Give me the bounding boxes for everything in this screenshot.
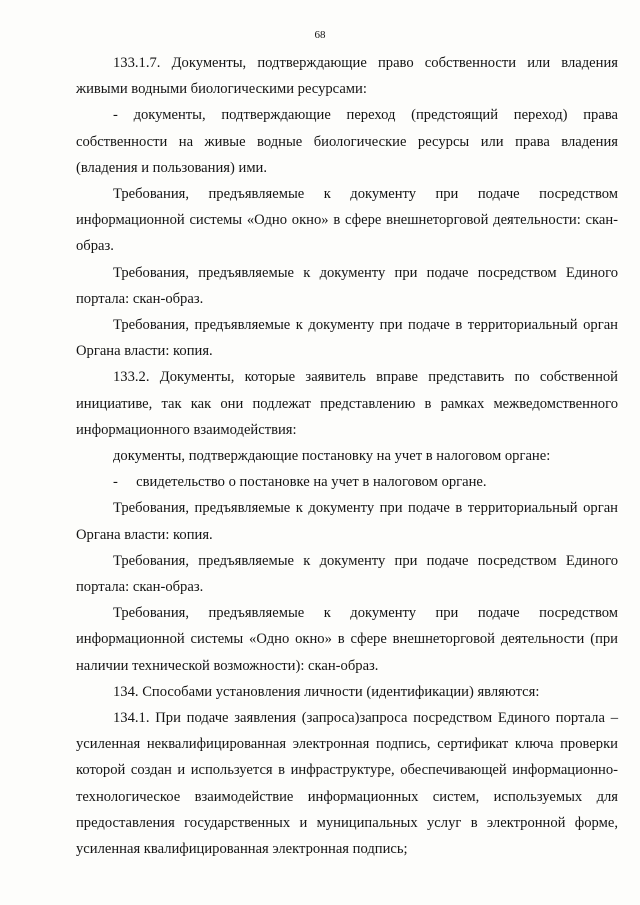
paragraph-134: 134. Способами установления личности (идентификации) являются: bbox=[113, 683, 540, 700]
paragraph-requirements-territorial-body: Требования, предъявляемые к документу при подаче в территориальный орган Органа власти: копия. bbox=[76, 317, 618, 360]
paragraph-133-2: 133.2. Документы, которые заявитель вправе представить по собственной инициативе, так как они подлежат представлению в рамках межведомственного информационного взаимодействия: bbox=[76, 369, 618, 438]
paragraph-134-1: 134.1. При подаче заявления (запроса)запроса посредством Единого портала – усиленная неквалифицированная электронная подпись, сертификат ключа проверки которой создан и используется в инфраструктуре, обеспечивающей информационно-технологическое взаимодействие информационных систем, используемых для предоставления государственных и муниципальных услуг в электронной форме, усиленная квалифицированная электронная подпись; bbox=[76, 710, 618, 858]
paragraph-requirements-one-window: Требования, предъявляемые к документу при подаче посредством информационной системы «Одно окно» в сфере внешнеторговой деятельности: скан-образ. bbox=[76, 186, 618, 255]
paragraph-transfer-documents: - документы, подтверждающие переход (предстоящий переход) права собственности на живые водные биологические ресурсы или права владения (владения и пользования) ими. bbox=[76, 107, 618, 176]
paragraph-requirements-one-window-2: Требования, предъявляемые к документу при подаче посредством информационной системы «Одно окно» в сфере внешнеторговой деятельности (при наличии технической возможности): скан-образ. bbox=[76, 605, 618, 674]
paragraph-requirements-territorial-body-2: Требования, предъявляемые к документу при подаче в территориальный орган Органа власти: копия. bbox=[76, 500, 618, 543]
paragraph-tax-registration-certificate: - свидетельство о постановке на учет в налоговом органе. bbox=[113, 474, 487, 491]
paragraph-requirements-unified-portal: Требования, предъявляемые к документу при подаче посредством Единого портала: скан-образ. bbox=[76, 264, 618, 307]
paragraph-requirements-unified-portal-2: Требования, предъявляемые к документу при подаче посредством Единого портала: скан-образ. bbox=[76, 552, 618, 596]
page-number: 68 bbox=[314, 29, 326, 41]
paragraph-133-1-7: 133.1.7. Документы, подтверждающие право собственности или владения живыми водными биологическими ресурсами: bbox=[76, 55, 618, 98]
document-body bbox=[76, 50, 618, 862]
paragraph-tax-registration-documents: документы, подтверждающие постановку на учет в налоговом органе: bbox=[113, 448, 551, 465]
